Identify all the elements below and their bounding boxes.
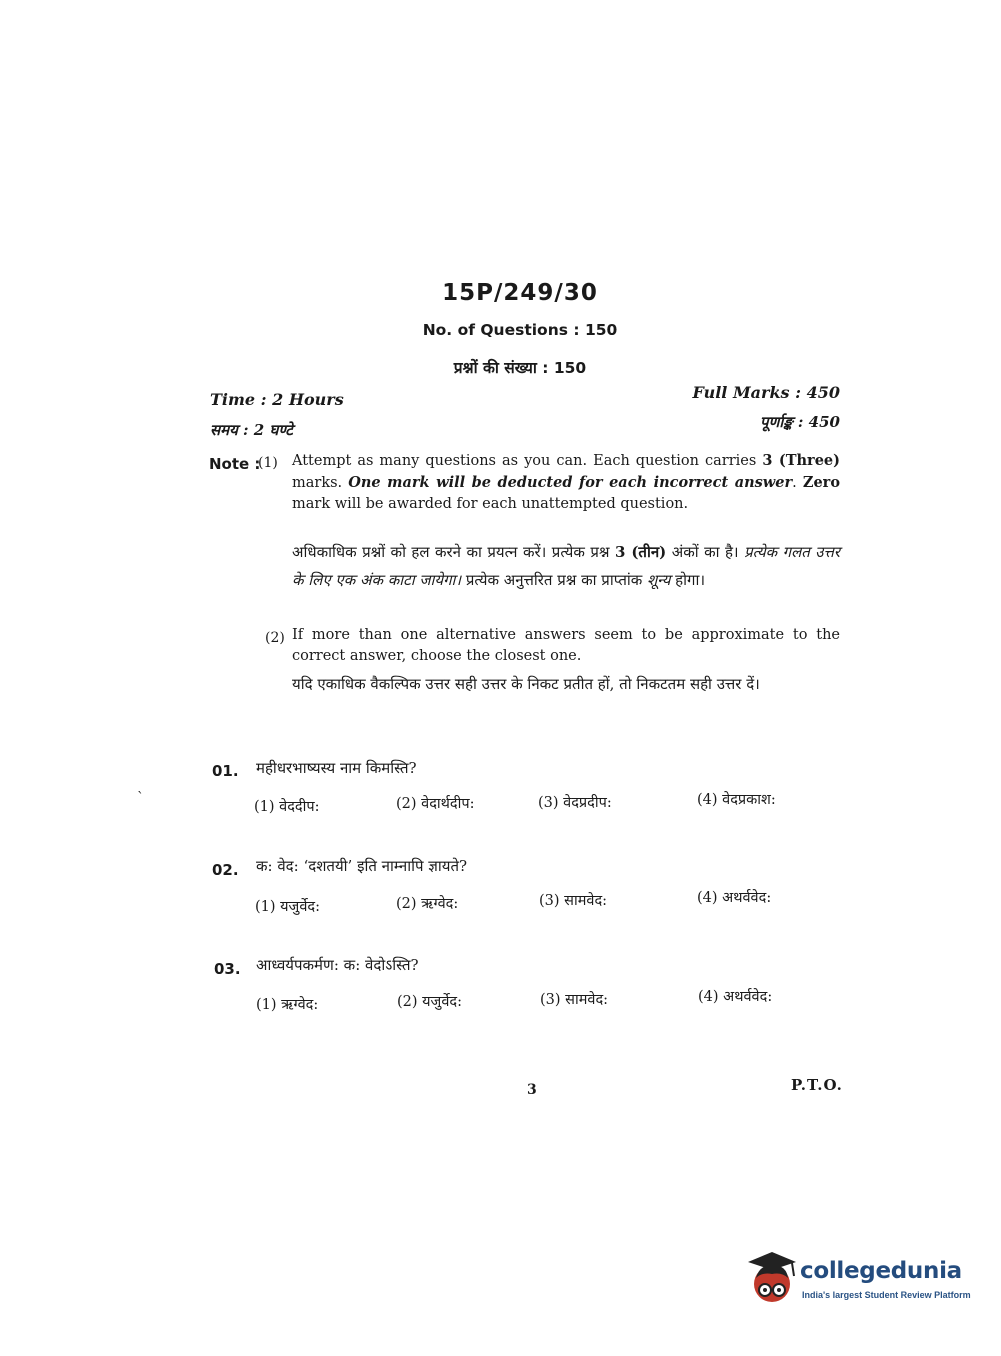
page-number: 3 — [527, 1082, 537, 1098]
num-questions: No. of Questions : 150 — [422, 321, 618, 339]
option-1: (1) वेददीप: — [254, 799, 320, 815]
option-3: (3) सामवेद: — [540, 992, 609, 1008]
full-marks-hindi: पूर्णाङ्क : 450 — [759, 413, 840, 431]
stray-mark: ` — [137, 790, 144, 806]
question-number: 03. — [214, 960, 241, 978]
option-2: (2) ऋग्वेद: — [396, 896, 459, 912]
collegedunia-watermark — [742, 1250, 972, 1310]
note-label: Note : — [209, 455, 261, 473]
option-1: (1) ऋग्वेद: — [256, 997, 319, 1013]
brand-tagline: India's largest Student Review Platform — [802, 1290, 971, 1300]
option-2: (2) यजुर्वेद: — [397, 994, 462, 1010]
option-4: (4) वेदप्रकाश: — [697, 792, 776, 808]
question-text: क: वेद: ‘दशतयी’ इति नाम्नापि ज्ञायते? — [256, 857, 468, 875]
paper-code: 15P/249/30 — [442, 280, 598, 306]
note-item-2-english: If more than one alternative answers seem to be approximate to the correct answer, choose the closest one. — [292, 627, 840, 664]
brand-name: collegedunia — [800, 1258, 962, 1284]
question-text: आध्वर्यपकर्मण: क: वेदोऽस्ति? — [256, 956, 419, 974]
note-item-1-english: Attempt as many questions as you can. Each question carries 3 (Three) marks. One mark will be deducted for each incorrect answer. Zero mark will be awarded for each unattempted question. — [292, 452, 840, 512]
question-number: 01. — [212, 762, 239, 780]
question-text: महीधरभाष्यस्य नाम किमस्ति? — [256, 759, 417, 777]
note-item-2-number: (2) — [265, 630, 285, 646]
option-4: (4) अथर्ववेद: — [697, 890, 772, 906]
full-marks: Full Marks : 450 — [692, 383, 840, 402]
pto-label: P.T.O. — [791, 1076, 843, 1094]
option-3: (3) वेदप्रदीप: — [538, 795, 612, 811]
num-questions-hindi: प्रश्नों की संख्या : 150 — [453, 359, 587, 377]
note-item-2-hindi: यदि एकाधिक वैकल्पिक उत्तर सही उत्तर के निकट प्रतीत हों, तो निकटतम सही उत्तर दें। — [292, 675, 760, 693]
note-item-1-number: (1) — [258, 455, 278, 471]
time-label-hindi: समय : 2 घण्टे — [210, 421, 293, 439]
student-mascot-icon — [742, 1250, 800, 1310]
option-1: (1) यजुर्वेद: — [255, 899, 320, 915]
question-number: 02. — [212, 861, 239, 879]
option-3: (3) सामवेद: — [539, 893, 608, 909]
option-4: (4) अथर्ववेद: — [698, 989, 773, 1005]
time-label: Time : 2 Hours — [210, 390, 344, 409]
note-item-1-hindi: अधिकाधिक प्रश्नों को हल करने का प्रयत्न करें। प्रत्येक प्रश्न 3 (तीन) अंकों का है। प्रत्येक गलत उत्तर के लिए एक अंक काटा जायेगा। प्रत्येक अनुत्तरित प्रश्न का प्राप्तांक शून्य होगा। — [292, 543, 840, 589]
option-2: (2) वेदार्थदीप: — [396, 796, 475, 812]
